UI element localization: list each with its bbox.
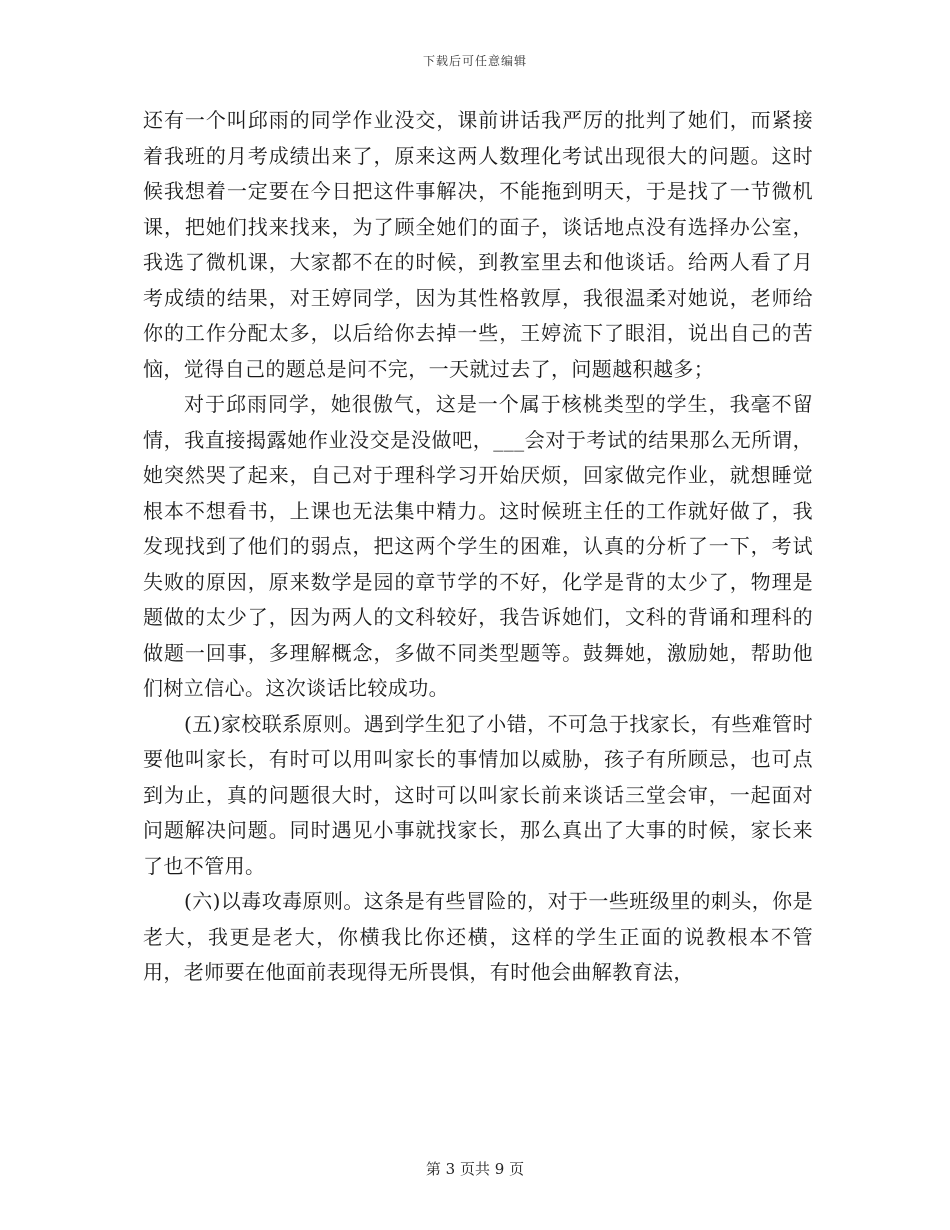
page-header-note: 下载后可任意编辑 xyxy=(422,54,527,68)
paragraph-1: 还有一个叫邱雨的同学作业没交，课前讲话我严厉的批判了她们，而紧接着我班的月考成绩出来了，原来这两人数理化考试出现很大的问题。这时候我想着一定要在今日把这件事解决，不能拖到明天，于是找了一节微机课，把她们找来找来，为了顾全她们的面子，谈话地点没有选择办公室，我选了微机课，大家都不在的时候，到教室里去和他谈话。给两人看了月考成绩的结果，对王婷同学，因为其性格敦厚，我很温柔对她说，老师给你的工作分配太多，以后给你去掉一些，王婷流下了眼泪，说出自己的苦恼，觉得自己的题总是问不完，一天就过去了，问题越积越多； xyxy=(143,108,813,381)
page-number: 第 3 页共 9 页 xyxy=(425,1160,525,1178)
paragraph-3: (五)家校联系原则。遇到学生犯了小错，不可急于找家长，有些难管时要他叫家长，有时可以用叫家长的事情加以威胁，孩子有所顾忌，也可点到为止，真的问题很大时，这时可以叫家长前来谈话三堂会审，一起面对问题解决问题。同时遇见小事就找家长，那么真出了大事的时候，家长来了也不管用。 xyxy=(143,711,813,878)
paragraph-2: 对于邱雨同学，她很傲气，这是一个属于核桃类型的学生，我毫不留情，我直接揭露她作业没交是没做吧，___会对于考试的结果那么无所谓，她突然哭了起来，自己对于理科学习开始厌烦，回家做完作业，就想睡觉根本不想看书，上课也无法集中精力。这时候班主任的工作就好做了，我发现找到了他们的弱点，把这两个学生的困难，认真的分析了一下，考试失败的原因，原来数学是园的章节学的不好，化学是背的太少了，物理是题做的太少了，因为两人的文科较好，我告诉她们，文科的背诵和理科的做题一回事，多理解概念，多做不同类型题等。鼓舞她，激励她，帮助他们树立信心。这次谈话比较成功。 xyxy=(143,392,813,700)
paragraph-4: (六)以毒攻毒原则。这条是有些冒险的，对于一些班级里的刺头，你是老大，我更是老大，你横我比你还横，这样的学生正面的说教根本不管用，老师要在他面前表现得无所畏惧，有时他会曲解教育法， xyxy=(143,889,813,984)
document-body xyxy=(143,103,813,991)
